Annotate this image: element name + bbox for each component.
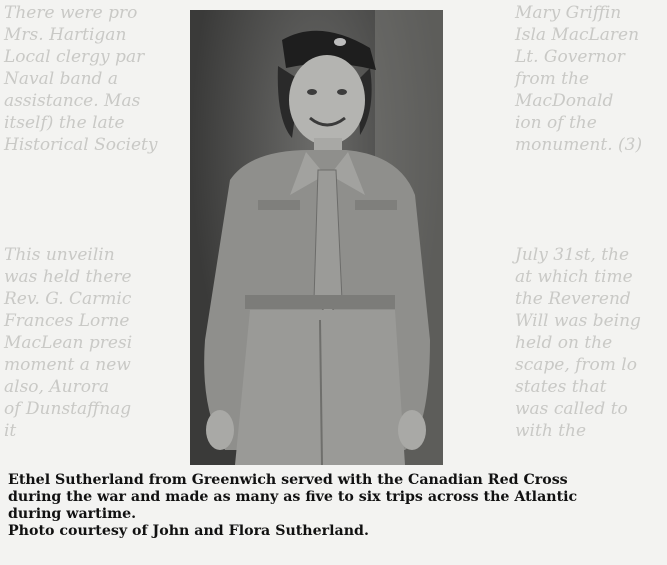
bleed-text-left-top: There were pro Mrs. Hartigan Local clergy par Naval band a assistance. Mas itself) the late Historical Society	[4, 3, 158, 155]
bleed-text-right-bottom: July 31st, the at which time the Reverend Will was being held on the scape, from lo states that was called to with the	[515, 245, 641, 441]
woman-in-uniform-figure	[190, 10, 443, 465]
caption-line-1: Ethel Sutherland from Greenwich served with the Canadian Red Cross	[8, 472, 568, 488]
caption-line-4: Photo courtesy of John and Flora Sutherland.	[8, 523, 369, 539]
caption-line-3: during wartime.	[8, 506, 137, 522]
bleed-text-left-bottom: This unveilin was held there Rev. G. Carmic Frances Lorne MacLean presi moment a new also, Aurora of Dunstaffnag it	[4, 245, 133, 441]
bleed-text-right-top: Mary Griffin Isla MacLaren Lt. Governor from the MacDonald ion of the monument. (3)	[515, 3, 643, 155]
photo-caption	[8, 472, 664, 540]
caption-line-2: during the war and made as many as five to six trips across the Atlantic	[8, 489, 578, 505]
portrait-photo	[190, 10, 443, 465]
